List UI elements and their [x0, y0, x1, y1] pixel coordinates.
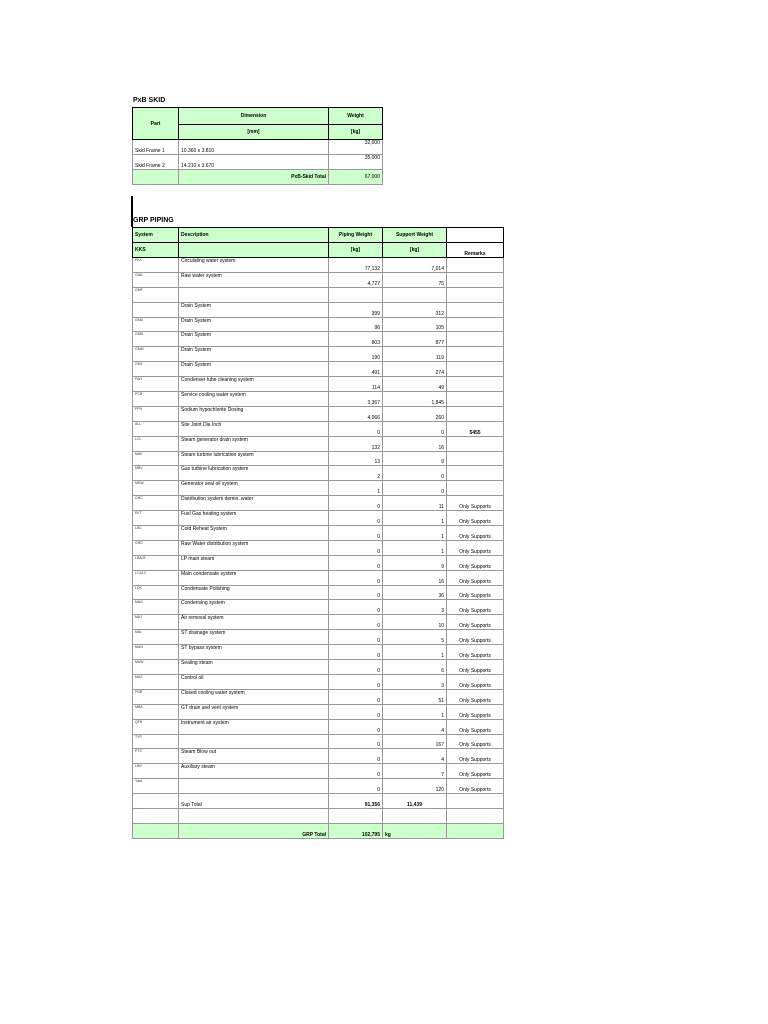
grp-remarks: Only Supports	[447, 660, 504, 675]
grp-piping-weight: 4,727	[329, 272, 383, 287]
grp-header-desc-blank	[179, 243, 329, 258]
grp-piping-weight: 491	[329, 362, 383, 377]
grp-row	[133, 511, 504, 526]
grp-support-weight: 16	[383, 436, 447, 451]
grp-support-weight: 0	[383, 421, 447, 436]
grp-row	[133, 421, 504, 436]
grp-header-pw-unit: [kg]	[329, 243, 383, 258]
grp-row	[133, 645, 504, 660]
grp-row	[133, 764, 504, 779]
grp-row	[133, 689, 504, 704]
grp-piping-weight: 0	[329, 421, 383, 436]
grp-support-weight: 75	[383, 272, 447, 287]
grp-remarks	[447, 317, 504, 332]
grp-empty-cell	[383, 808, 447, 823]
grp-support-weight: 120	[383, 779, 447, 794]
grp-remarks: Only Supports	[447, 749, 504, 764]
grp-row	[133, 674, 504, 689]
grp-kks: LDK	[133, 585, 179, 600]
grp-row	[133, 734, 504, 749]
grp-support-weight: 105	[383, 317, 447, 332]
grp-description: Condensing system	[179, 600, 329, 615]
grp-piping-weight: 0	[329, 734, 383, 749]
grp-header-kks: KKS	[133, 243, 179, 258]
grp-row	[133, 719, 504, 734]
grp-description: Main condensate system	[179, 570, 329, 585]
grp-support-weight: 9	[383, 555, 447, 570]
grp-row	[133, 704, 504, 719]
grp-description: Condenser tube cleaning system	[179, 377, 329, 392]
pxb-row	[133, 155, 383, 170]
grp-sup-total-blank	[447, 794, 504, 809]
grp-piping-weight: 399	[329, 302, 383, 317]
grp-piping-weight: 132	[329, 436, 383, 451]
grp-kks: MAW	[133, 660, 179, 675]
grp-support-weight: 49	[383, 377, 447, 392]
grp-description	[179, 734, 329, 749]
grp-description: Drain System	[179, 332, 329, 347]
grp-piping-weight: 0	[329, 600, 383, 615]
grp-row	[133, 302, 504, 317]
grp-piping-weight: 0	[329, 570, 383, 585]
grp-description: Circulating water system	[179, 258, 329, 273]
grp-row	[133, 540, 504, 555]
grp-kks: LBA03	[133, 555, 179, 570]
grp-total-spacer	[133, 823, 179, 838]
grp-description	[179, 287, 329, 302]
grp-piping-weight: 13	[329, 451, 383, 466]
grp-row	[133, 377, 504, 392]
pxb-weight: 32,000	[329, 140, 383, 155]
grp-row	[133, 332, 504, 347]
grp-description: Air removal system	[179, 615, 329, 630]
grp-kks: PAX	[133, 258, 179, 273]
grp-remarks: Only Supports	[447, 615, 504, 630]
grp-support-weight: 1	[383, 645, 447, 660]
grp-total-value: 102,795	[329, 823, 383, 838]
grp-piping-weight: 0	[329, 540, 383, 555]
grp-description: ST bypass system	[179, 645, 329, 660]
grp-row	[133, 600, 504, 615]
grp-total-unit: kg	[383, 823, 447, 838]
grp-description: Cold Reheat System	[179, 526, 329, 541]
pxb-skid-title: PxB SKID	[133, 97, 166, 104]
grp-total-label: GRP Total	[179, 823, 329, 838]
grp-description: LP main steam	[179, 555, 329, 570]
grp-piping-weight: 3,367	[329, 392, 383, 407]
grp-description: ST drainage system	[179, 630, 329, 645]
grp-description: Fuel Gas heating system	[179, 511, 329, 526]
grp-remarks: Only Supports	[447, 734, 504, 749]
grp-support-weight: 9	[383, 451, 447, 466]
grp-support-weight: 119	[383, 347, 447, 362]
grp-support-weight: 7,014	[383, 258, 447, 273]
grp-header-sw-unit: [kg]	[383, 243, 447, 258]
grp-support-weight: 1	[383, 511, 447, 526]
grp-description: Gas turbine lubrication system	[179, 466, 329, 481]
grp-kks: MBA	[133, 704, 179, 719]
grp-piping-weight: 190	[329, 347, 383, 362]
grp-support-weight: 36	[383, 585, 447, 600]
grp-row	[133, 451, 504, 466]
grp-kks: GMJ	[133, 362, 179, 377]
grp-remarks: Only Supports	[447, 600, 504, 615]
grp-kks: PCB	[133, 392, 179, 407]
grp-header-system: System	[133, 228, 179, 243]
grp-row	[133, 630, 504, 645]
grp-remarks	[447, 287, 504, 302]
grp-support-weight: 3	[383, 674, 447, 689]
grp-description: Drain System	[179, 317, 329, 332]
grp-support-weight: 1	[383, 540, 447, 555]
grp-piping-weight: 2	[329, 466, 383, 481]
grp-remarks: Only Supports	[447, 540, 504, 555]
grp-kks: LBG	[133, 764, 179, 779]
pxb-row	[133, 140, 383, 155]
pxb-dimension: 10.360 x 3.810	[179, 140, 329, 155]
grp-kks: MAN	[133, 645, 179, 660]
grp-remarks	[447, 466, 504, 481]
grp-description: Closed cooling water system	[179, 689, 329, 704]
grp-row	[133, 287, 504, 302]
grp-piping-weight: 0	[329, 660, 383, 675]
grp-description: GT drain and vent system	[179, 704, 329, 719]
grp-kks: GHC	[133, 496, 179, 511]
grp-sup-total-pw: 91,356	[329, 794, 383, 809]
grp-description: Steam Blow out	[179, 749, 329, 764]
grp-empty-cell	[447, 808, 504, 823]
grp-piping-weight: 114	[329, 377, 383, 392]
grp-piping-weight: 803	[329, 332, 383, 347]
grp-support-weight: 5	[383, 630, 447, 645]
grp-piping-weight: 0	[329, 630, 383, 645]
grp-row	[133, 585, 504, 600]
grp-row	[133, 779, 504, 794]
grp-remarks: Only Supports	[447, 585, 504, 600]
grp-description: Generator seal oil system	[179, 481, 329, 496]
grp-description	[179, 779, 329, 794]
grp-description: Steam generator drain system	[179, 436, 329, 451]
grp-row	[133, 466, 504, 481]
grp-support-weight: 260	[383, 406, 447, 421]
grp-piping-weight: 0	[329, 704, 383, 719]
grp-row	[133, 317, 504, 332]
pxb-skid-table	[132, 107, 383, 185]
pxb-total-spacer	[133, 170, 179, 185]
grp-remarks: Only Supports	[447, 689, 504, 704]
pxb-weight: 35,000	[329, 155, 383, 170]
grp-support-weight: 11	[383, 496, 447, 511]
grp-piping-table	[132, 227, 504, 839]
grp-support-weight: 7	[383, 764, 447, 779]
grp-sup-total-spacer	[133, 794, 179, 809]
grp-remarks	[447, 481, 504, 496]
grp-description: Auxiliary steam	[179, 764, 329, 779]
grp-remarks	[447, 347, 504, 362]
grp-row	[133, 660, 504, 675]
grp-row	[133, 347, 504, 362]
grp-kks: MAV	[133, 451, 179, 466]
grp-kks: PAH	[133, 377, 179, 392]
grp-row	[133, 481, 504, 496]
grp-kks: QFB	[133, 719, 179, 734]
grp-piping-weight: 96	[329, 317, 383, 332]
grp-description: Service cooling water system	[179, 392, 329, 407]
grp-remarks	[447, 392, 504, 407]
grp-support-weight: 51	[383, 689, 447, 704]
grp-piping-weight: 0	[329, 496, 383, 511]
grp-kks: MBV	[133, 466, 179, 481]
grp-description: Raw water system	[179, 272, 329, 287]
grp-empty-cell	[179, 808, 329, 823]
grp-empty-cell	[133, 808, 179, 823]
grp-kks	[133, 302, 179, 317]
grp-kks: LCL	[133, 436, 179, 451]
grp-row	[133, 272, 504, 287]
grp-support-weight: 4	[383, 749, 447, 764]
grp-piping-weight: 0	[329, 585, 383, 600]
pxb-part: Skid Frame 2	[133, 155, 179, 170]
grp-description: Drain System	[179, 362, 329, 377]
grp-kks: GMD	[133, 317, 179, 332]
grp-description: Control oil	[179, 674, 329, 689]
grp-piping-weight: 0	[329, 689, 383, 704]
grp-kks: MAX	[133, 674, 179, 689]
grp-piping-weight: 0	[329, 674, 383, 689]
grp-kks: PTS	[133, 749, 179, 764]
grp-support-weight: 274	[383, 362, 447, 377]
grp-row	[133, 749, 504, 764]
grp-kks: TYP	[133, 734, 179, 749]
grp-kks: MAL	[133, 630, 179, 645]
grp-support-weight: 4	[383, 719, 447, 734]
grp-row	[133, 362, 504, 377]
pxb-total-value: 67,000	[329, 170, 383, 185]
grp-support-weight: 167	[383, 734, 447, 749]
grp-row	[133, 392, 504, 407]
grp-kks: GMB	[133, 332, 179, 347]
grp-remarks	[447, 362, 504, 377]
pxb-header-dimension-unit: [mm]	[179, 125, 329, 140]
grp-remarks: Only Supports	[447, 555, 504, 570]
grp-kks: GAD	[133, 272, 179, 287]
pxb-header-dimension: Dimension	[179, 108, 329, 125]
grp-kks: ALL	[133, 421, 179, 436]
grp-remarks	[447, 451, 504, 466]
grp-row	[133, 526, 504, 541]
grp-header-piping-weight: Piping Weight	[329, 228, 383, 243]
pxb-header-weight-unit: [kg]	[329, 125, 383, 140]
grp-support-weight: 312	[383, 302, 447, 317]
grp-remarks: Only Supports	[447, 645, 504, 660]
grp-remarks	[447, 302, 504, 317]
grp-row	[133, 496, 504, 511]
grp-sup-total-label: Sup Total	[179, 794, 329, 809]
grp-row	[133, 615, 504, 630]
grp-piping-weight: 1	[329, 481, 383, 496]
grp-description: Distribution system demin. water	[179, 496, 329, 511]
grp-remarks: Only Supports	[447, 704, 504, 719]
grp-sup-total-sw: 11,439	[383, 794, 447, 809]
grp-remarks	[447, 272, 504, 287]
grp-description: Sealing steam	[179, 660, 329, 675]
grp-header-description: Description	[179, 228, 329, 243]
grp-piping-weight: 0	[329, 526, 383, 541]
grp-kks: LBC	[133, 526, 179, 541]
grp-description: Condensate Polishing	[179, 585, 329, 600]
grp-kks: GHD	[133, 540, 179, 555]
grp-support-weight: 10	[383, 615, 447, 630]
grp-remarks: Only Supports	[447, 526, 504, 541]
grp-remarks: Only Supports	[447, 674, 504, 689]
grp-piping-weight: 0	[329, 764, 383, 779]
grp-kks: MAJ	[133, 615, 179, 630]
grp-row	[133, 406, 504, 421]
grp-remarks: Only Supports	[447, 496, 504, 511]
grp-remarks	[447, 436, 504, 451]
grp-kks: Yard	[133, 779, 179, 794]
grp-piping-weight: 0	[329, 779, 383, 794]
grp-header-blank	[447, 228, 504, 243]
grp-piping-weight: 0	[329, 555, 383, 570]
grp-remarks: Only Supports	[447, 764, 504, 779]
grp-empty-cell	[329, 808, 383, 823]
grp-kks: MAG	[133, 600, 179, 615]
grp-description: Drain System	[179, 302, 329, 317]
grp-remarks: Only Supports	[447, 779, 504, 794]
grp-support-weight: 0	[383, 481, 447, 496]
grp-piping-title: GRP PIPING	[133, 217, 174, 224]
grp-support-weight: 1,845	[383, 392, 447, 407]
grp-kks: PGB	[133, 689, 179, 704]
grp-piping-weight: 0	[329, 645, 383, 660]
grp-support-weight: 3	[383, 600, 447, 615]
grp-support-weight	[383, 287, 447, 302]
grp-support-weight: 16	[383, 570, 447, 585]
grp-remarks	[447, 258, 504, 273]
grp-piping-weight: 0	[329, 749, 383, 764]
grp-remarks	[447, 377, 504, 392]
grp-description: Raw Water distribution system	[179, 540, 329, 555]
grp-description: Sodium hypochlorite Dosing	[179, 406, 329, 421]
grp-kks: GMF	[133, 287, 179, 302]
grp-header-support-weight: Support Weight	[383, 228, 447, 243]
grp-piping-weight: 77,132	[329, 258, 383, 273]
grp-remarks: Only Supports	[447, 630, 504, 645]
grp-piping-weight: 0	[329, 719, 383, 734]
grp-support-weight: 1	[383, 704, 447, 719]
grp-row	[133, 555, 504, 570]
pxb-header-part: Part	[133, 108, 179, 140]
grp-remarks: 5455	[447, 421, 504, 436]
grp-total-blank	[447, 823, 504, 838]
grp-remarks: Only Supports	[447, 570, 504, 585]
pxb-total-label: PxB-Skid Total	[179, 170, 329, 185]
grp-piping-weight: 0	[329, 511, 383, 526]
grp-kks: EKT	[133, 511, 179, 526]
grp-remarks	[447, 406, 504, 421]
grp-kks: GMM	[133, 347, 179, 362]
grp-remarks	[447, 332, 504, 347]
grp-description: Site Joint Dia Inch	[179, 421, 329, 436]
grp-header-remarks: Remarks	[447, 243, 504, 258]
grp-kks: PFN	[133, 406, 179, 421]
grp-description: Steam turbine lubrication system	[179, 451, 329, 466]
grp-kks: LCA10	[133, 570, 179, 585]
grp-support-weight: 877	[383, 332, 447, 347]
pxb-dimension: 14.210 x 3.670	[179, 155, 329, 170]
grp-row	[133, 570, 504, 585]
grp-piping-weight: 0	[329, 615, 383, 630]
grp-support-weight: 0	[383, 466, 447, 481]
pxb-header-weight: Weight	[329, 108, 383, 125]
grp-row	[133, 436, 504, 451]
grp-support-weight: 6	[383, 660, 447, 675]
pxb-part: Skid Frame 1	[133, 140, 179, 155]
grp-description: Instrument air system	[179, 719, 329, 734]
grp-kks: MKW	[133, 481, 179, 496]
grp-description: Drain System	[179, 347, 329, 362]
grp-support-weight: 1	[383, 526, 447, 541]
grp-remarks: Only Supports	[447, 511, 504, 526]
grp-row	[133, 258, 504, 273]
grp-remarks: Only Supports	[447, 719, 504, 734]
grp-piping-weight	[329, 287, 383, 302]
grp-piping-weight: 4,066	[329, 406, 383, 421]
